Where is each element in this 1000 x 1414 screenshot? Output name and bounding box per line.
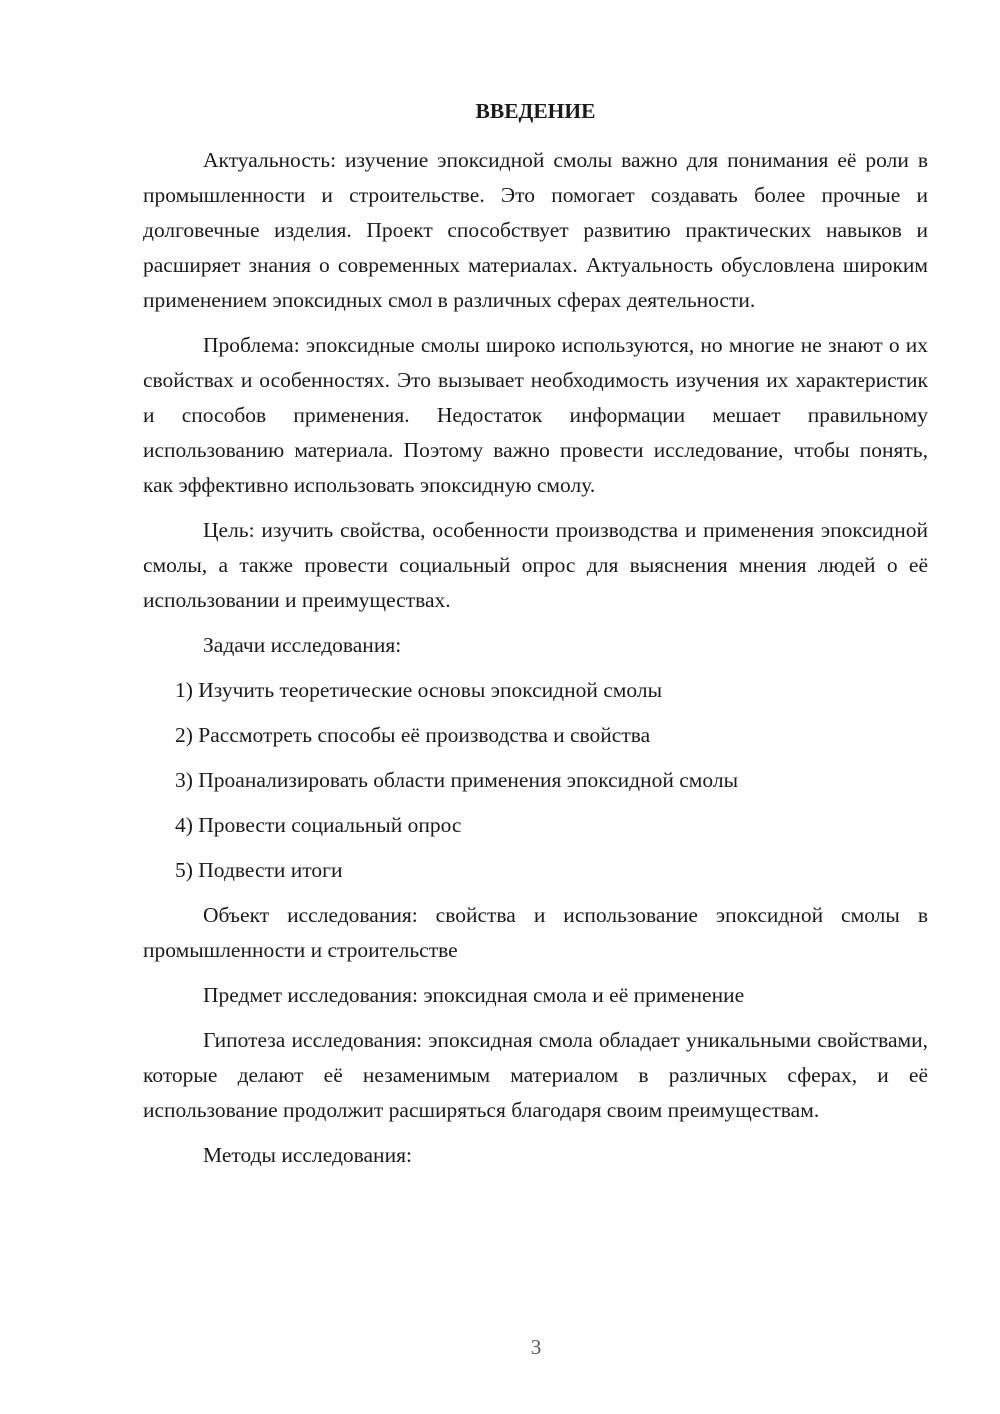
list-item: 3) Проанализировать области применения эпоксидной смолы <box>175 768 739 792</box>
relevance-paragraph: Актуальность: изучение эпоксидной смолы важно для понимания её роли в промышленности и строительстве. Это помогает создавать более прочные и долговечные изделия. Проект способствует развитию практических навыков и расширяет знания о современных материалах. Актуальность обусловлена широким применением эпоксидных смол в различных сферах деятельности. <box>143 148 928 312</box>
subject-paragraph: Предмет исследования: эпоксидная смола и её применение <box>203 983 745 1007</box>
object-paragraph: Объект исследования: свойства и использование эпоксидной смолы в промышленности и строительстве <box>143 903 928 962</box>
problem-paragraph: Проблема: эпоксидные смолы широко используются, но многие не знают о их свойствах и особенностях. Это вызывает необходимость изучения их характеристик и способов применения. Недостаток информации мешает правильному использованию материала. Поэтому важно провести исследование, чтобы понять, как эффективно использовать эпоксидную смолу. <box>143 333 928 497</box>
list-item: 4) Провести социальный опрос <box>175 813 462 837</box>
tasks-heading: Задачи исследования: <box>203 633 402 657</box>
list-item: 1) Изучить теоретические основы эпоксидной смолы <box>175 678 663 702</box>
list-item: 5) Подвести итоги <box>175 858 343 882</box>
goal-paragraph: Цель: изучить свойства, особенности производства и применения эпоксидной смолы, а также провести социальный опрос для выяснения мнения людей о её использовании и преимуществах. <box>143 518 928 612</box>
list-item: 2) Рассмотреть способы её производства и свойства <box>175 723 651 747</box>
section-title: ВВЕДЕНИЕ <box>475 99 596 123</box>
tasks-list <box>143 673 928 888</box>
page-number: 3 <box>530 1335 542 1359</box>
page-content <box>143 95 928 1183</box>
methods-heading: Методы исследования: <box>203 1143 412 1167</box>
hypothesis-paragraph: Гипотеза исследования: эпоксидная смола обладает уникальными свойствами, которые делают её незаменимым материалом в различных сферах, и её использование продолжит расширяться благодаря своим преимуществам. <box>143 1028 928 1122</box>
